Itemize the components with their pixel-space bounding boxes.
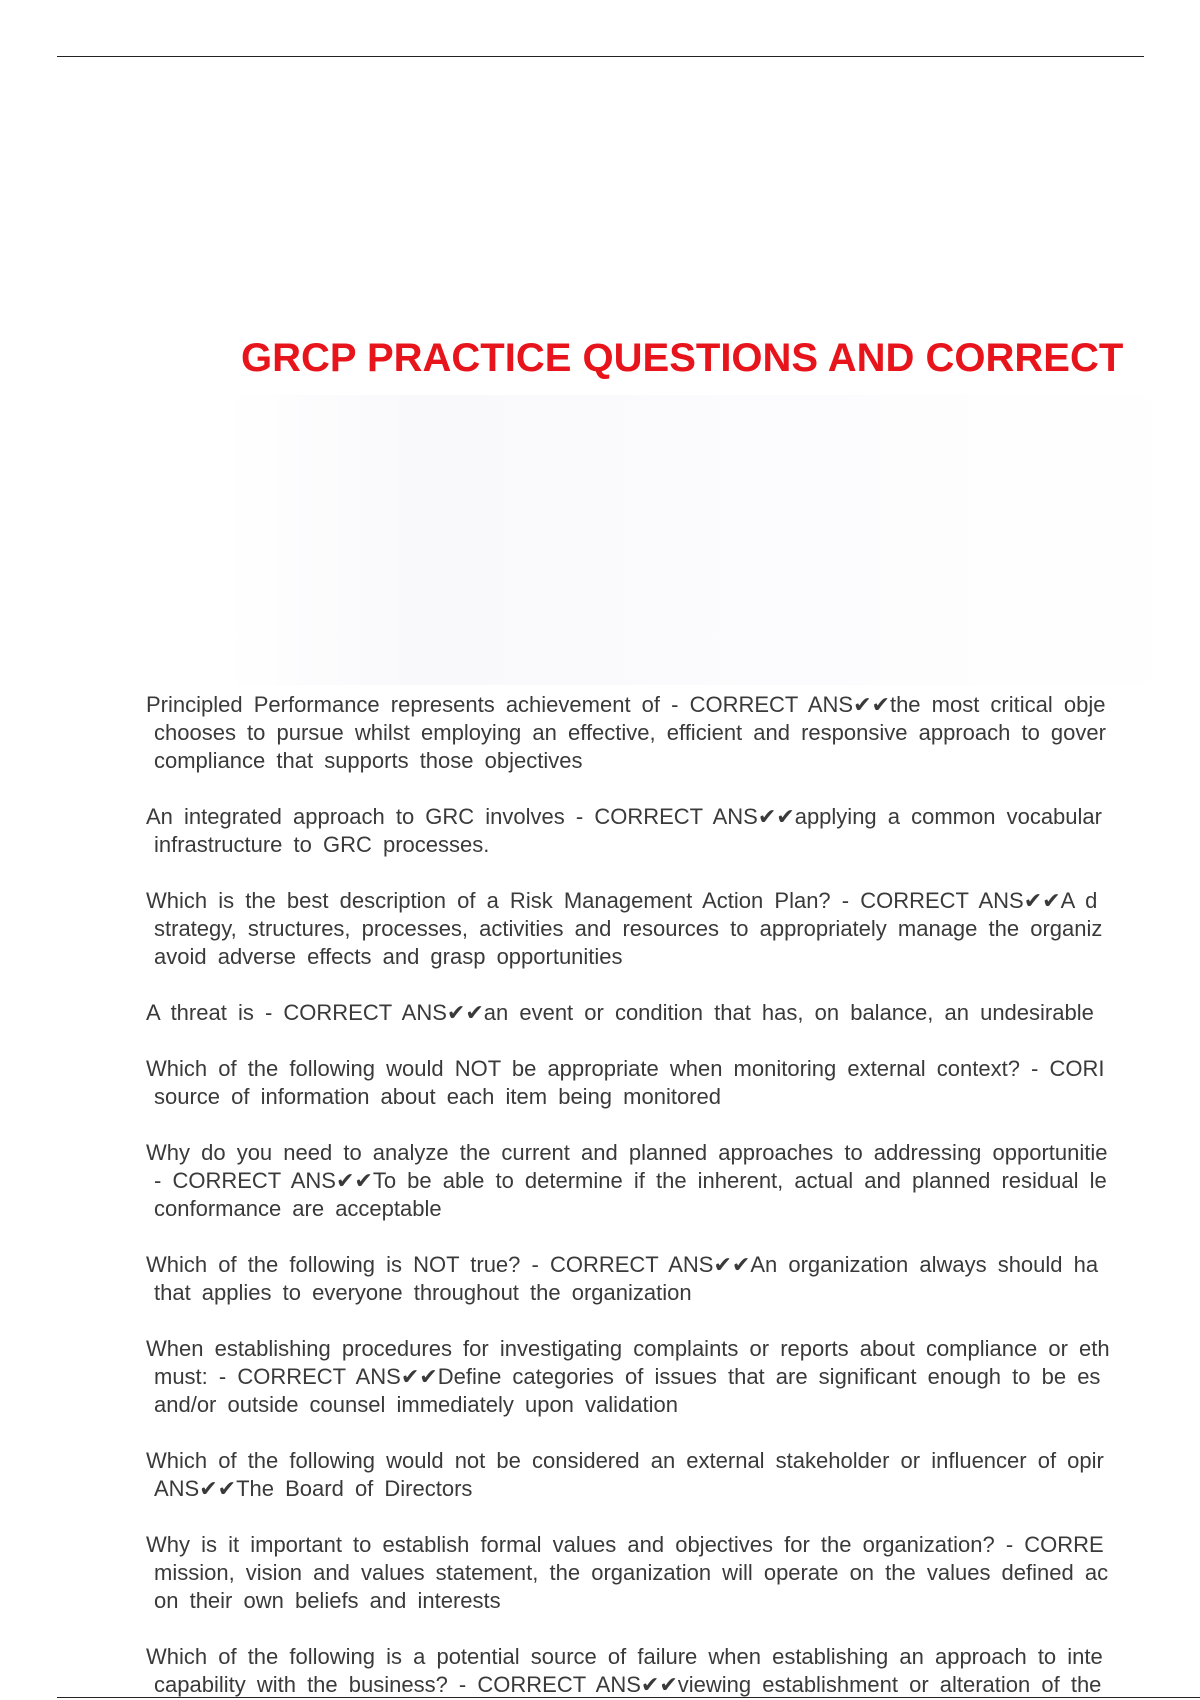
qa-continuation-line: source of information about each item being monitored (154, 1084, 721, 1109)
qa-question-line: Why is it important to establish formal values and objectives for the organization? - CORRE (146, 1532, 1104, 1557)
qa-question-line: An integrated approach to GRC involves - CORRECT ANS✔✔applying a common vocabular (146, 804, 1102, 829)
qa-question-line: Principled Performance represents achievement of - CORRECT ANS✔✔the most critical obje (146, 692, 1106, 717)
qa-continuation-line: on their own beliefs and interests (154, 1588, 501, 1613)
header-rule (57, 56, 1144, 57)
qa-continuation-line: capability with the business? - CORRECT ANS✔✔viewing establishment or alteration of the (154, 1672, 1102, 1697)
qa-question-line: Which of the following would NOT be appropriate when monitoring external context? - CORI (146, 1056, 1105, 1081)
qa-item (146, 1139, 1200, 1223)
qa-continuation-line: ANS✔✔The Board of Directors (154, 1476, 473, 1501)
qa-continuation-line: chooses to pursue whilst employing an effective, efficient and responsive approach to gover (154, 720, 1106, 745)
qa-continuation-line: strategy, structures, processes, activities and resources to appropriately manage the organiz (154, 916, 1103, 941)
qa-question-line: A threat is - CORRECT ANS✔✔an event or condition that has, on balance, an undesirable (146, 1000, 1094, 1025)
qa-question-line: Which of the following is a potential source of failure when establishing an approach to inte (146, 1644, 1103, 1669)
qa-item (146, 887, 1200, 971)
qa-item (146, 1335, 1200, 1419)
qa-item (146, 999, 1200, 1027)
qa-continuation-line: must: - CORRECT ANS✔✔Define categories of issues that are significant enough to be es (154, 1364, 1101, 1389)
qa-question-line: Which of the following is NOT true? - CORRECT ANS✔✔An organization always should ha (146, 1252, 1099, 1277)
qa-continuation-line: mission, vision and values statement, the organization will operate on the values defined ac (154, 1560, 1109, 1585)
background-band (225, 395, 1200, 685)
footer-rule (57, 1697, 1200, 1698)
qa-item (146, 1055, 1200, 1111)
qa-continuation-line: - CORRECT ANS✔✔To be able to determine if the inherent, actual and planned residual le (154, 1168, 1107, 1193)
qa-continuation-line: and/or outside counsel immediately upon validation (154, 1392, 678, 1417)
qa-continuation-line: compliance that supports those objectives (154, 748, 583, 773)
qa-item (146, 1643, 1200, 1699)
qa-question-line: Which of the following would not be considered an external stakeholder or influencer of opir (146, 1448, 1104, 1473)
qa-item (146, 803, 1200, 859)
document-title: GRCP PRACTICE QUESTIONS AND CORRECT (241, 336, 1124, 380)
qa-question-line: Why do you need to analyze the current and planned approaches to addressing opportunitie (146, 1140, 1108, 1165)
qa-continuation-line: that applies to everyone throughout the organization (154, 1280, 692, 1305)
qa-item (146, 1447, 1200, 1503)
qa-continuation-line: avoid adverse effects and grasp opportunities (154, 944, 623, 969)
qa-item (146, 1251, 1200, 1307)
qa-question-line: Which is the best description of a Risk Management Action Plan? - CORRECT ANS✔✔A d (146, 888, 1098, 913)
qa-continuation-line: conformance are acceptable (154, 1196, 442, 1221)
qa-list (146, 691, 1200, 1700)
qa-question-line: When establishing procedures for investigating complaints or reports about compliance or eth (146, 1336, 1110, 1361)
qa-continuation-line: infrastructure to GRC processes. (154, 832, 490, 857)
qa-item (146, 1531, 1200, 1615)
qa-item (146, 691, 1200, 775)
